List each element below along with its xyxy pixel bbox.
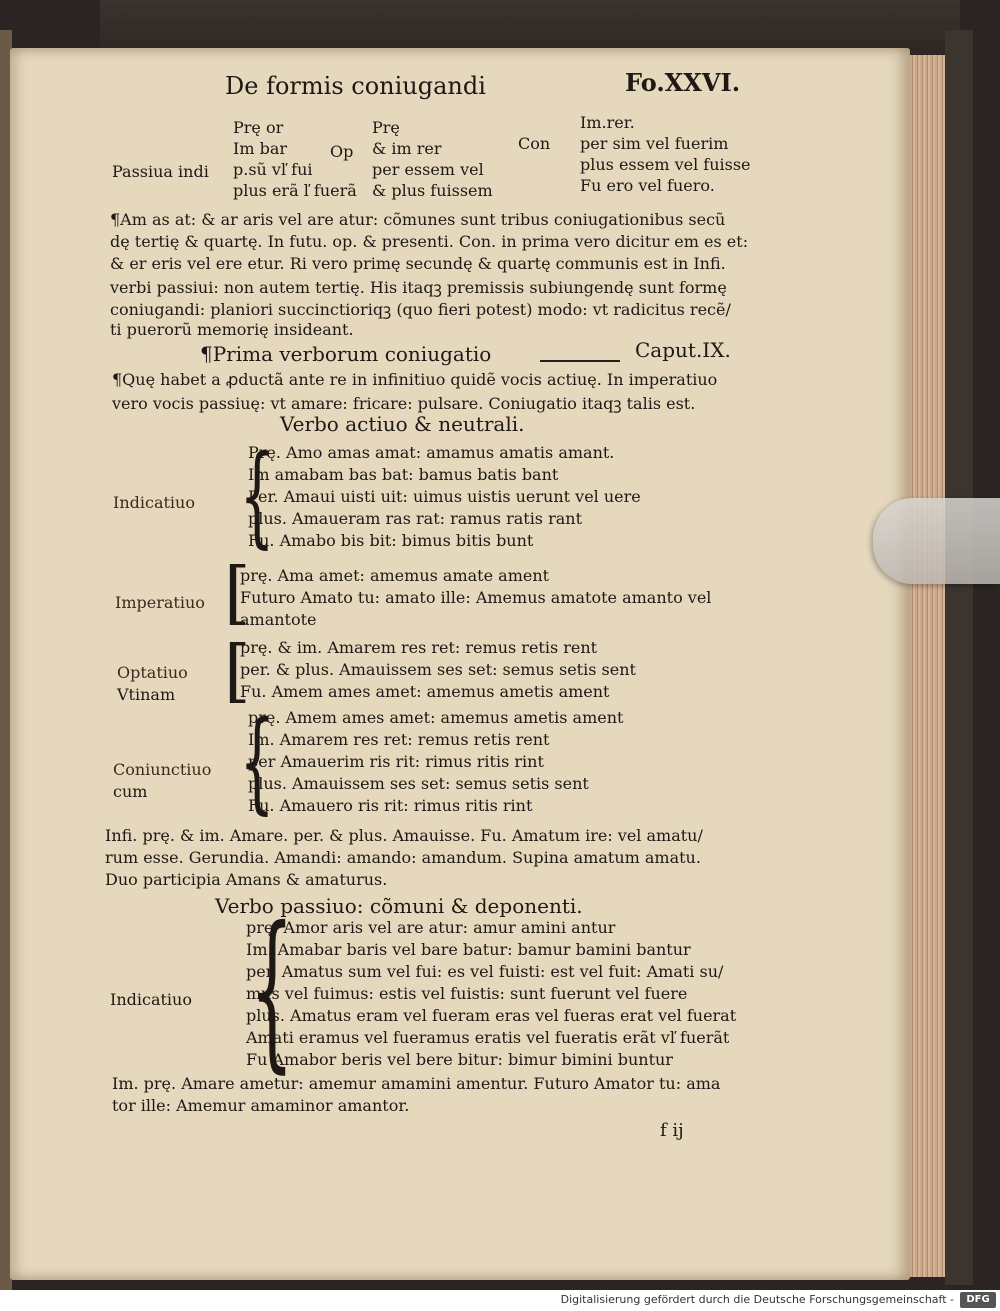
passiua-col3-line: Im.rer. — [580, 113, 635, 132]
passiua-col2-line: per essem vel — [372, 160, 484, 179]
passiua-col1-line: Im bar — [233, 139, 288, 158]
passiua-col2-line: & im rer — [372, 139, 442, 158]
intro-line: verbi passiui: non autem tertię. His itaqꝫ premissis subiungendę sunt formę — [110, 278, 727, 297]
page-edges — [905, 55, 947, 1277]
chapter-intro-line: ¶Quę habet a ꝓductã ante re in infinitiuo quidẽ vocis actiuę. In imperatiuo — [112, 370, 718, 389]
imperatiuo-bracket: [ — [224, 554, 251, 633]
coniunctiuo-line: prę. Amem ames amet: amemus ametis ament — [248, 708, 624, 727]
running-head-title: De formis coniugandi — [225, 72, 486, 100]
coniunctiuo-brace: { — [239, 697, 275, 825]
optatiuo-bracket: [ — [224, 632, 251, 711]
coniunctiuo-label-2: cum — [113, 782, 148, 801]
footer-bar — [0, 1290, 1000, 1311]
indicatiuo-passiuo-brace: { — [250, 891, 294, 1089]
coniunctiuo-label: Coniunctiuo — [113, 760, 212, 779]
optatiuo-line: prę. & im. Amarem res ret: remus retis rent — [240, 638, 598, 657]
intro-line: & er eris vel ere etur. Ri vero primę secundę & quartę communis est in Infi. — [110, 254, 726, 273]
chapter-intro-line: vero vocis passiuę: vt amare: fricare: pulsare. Coniugatio itaqꝫ talis est. — [112, 394, 696, 413]
infinitiuo-line: rum esse. Gerundia. Amandi: amando: amandum. Supina amatum amatu. — [105, 848, 701, 867]
imperatiuo-line: prę. Ama amet: amemus amate ament — [240, 566, 550, 585]
dfg-logo: DFG — [960, 1292, 996, 1308]
indicatiuo-passiuo-line: mus vel fuimus: estis vel fuistis: sunt fuerunt vel fuere — [246, 984, 688, 1003]
optatiuo-line: per. & plus. Amauissem ses set: semus setis sent — [240, 660, 636, 679]
intro-line: coniugandi: planiori succinctioriqꝫ (quo fieri potest) modo: vt radicitus recẽ/ — [110, 300, 731, 319]
indicatiuo-passiuo-line: prę. Amor aris vel are atur: amur amini antur — [246, 918, 616, 937]
intro-line: dę tertię & quartę. In futu. op. & presenti. Con. in prima vero dicitur em es et: — [110, 232, 749, 251]
coniunctiuo-line: Im. Amarem res ret: remus retis rent — [248, 730, 550, 749]
passiua-col3-line: Fu ero vel fuero. — [580, 176, 715, 195]
passiua-col1-line: p.sũ vľ fui — [233, 160, 313, 179]
indicatiuo-line: Prę. Amo amas amat: amamus amatis amant. — [248, 443, 615, 462]
indicatiuo-passiuo-line: Im. Amabar baris vel bare batur: bamur bamini bantur — [246, 940, 691, 959]
imperatiuo-passiuo-line: Im. prę. Amare ametur: amemur amamini amentur. Futuro Amator tu: ama — [112, 1074, 721, 1093]
indicatiuo-line: Im amabam bas bat: bamus batis bant — [248, 465, 559, 484]
passiua-col3-line: per sim vel fuerim — [580, 134, 729, 153]
passiua-col2-line: Prę — [372, 118, 400, 137]
chapter-number: Caput.IX. — [635, 338, 731, 362]
intro-line: ti puerorũ memorię insideant. — [110, 320, 354, 339]
imperatiuo-line: amantote — [240, 610, 317, 629]
intro-line: ¶Am as at: & ar aris vel are atur: cõmunes sunt tribus coniugationibus secũ — [110, 210, 726, 229]
optatiuo-line: Fu. Amem ames amet: amemus ametis ament — [240, 682, 610, 701]
infinitiuo-line: Infi. prę. & im. Amare. per. & plus. Amauisse. Fu. Amatum ire: vel amatu/ — [105, 826, 703, 845]
chapter-rule — [540, 360, 620, 362]
coniunctiuo-line: per Amauerim ris rit: rimus ritis rint — [248, 752, 544, 771]
chapter-title: ¶Prima verborum coniugatio — [200, 342, 492, 366]
indicatiuo-passiuo-line: plus. Amatus eram vel fueram eras vel fueras erat vel fuerat — [246, 1006, 737, 1025]
passiua-label: Passiua indi — [112, 162, 209, 181]
indicatiuo-passiuo-line: Fu Amabor beris vel bere bitur: bimur bimini buntur — [246, 1050, 673, 1069]
coniunctiuo-line: Fu. Amauero ris rit: rimus ritis rint — [248, 796, 533, 815]
indicatiuo-passiuo-line: Amati eramus vel fueramus eratis vel fueratis erãt vľ fuerãt — [246, 1028, 730, 1047]
funding-notice: Digitalisierung gefördert durch die Deutsche Forschungsgemeinschaft - — [560, 1293, 954, 1306]
imperatiuo-line: Futuro Amato tu: amato ille: Amemus amatote amanto vel — [240, 588, 712, 607]
passiua-col1-line: Prę or — [233, 118, 284, 137]
imperatiuo-passiuo-line: tor ille: Amemur amaminor amantor. — [112, 1096, 410, 1115]
indicatiuo-passiuo-line: per. Amatus sum vel fui: es vel fuisti: est vel fuit: Amati su/ — [246, 962, 724, 981]
passiua-con: Con — [518, 134, 551, 153]
indicatiuo-line: Per. Amaui uisti uit: uimus uistis uerunt vel uere — [248, 487, 641, 506]
indicatiuo-passiuo-label: Indicatiuo — [110, 990, 192, 1009]
coniunctiuo-line: plus. Amauissem ses set: semus setis sent — [248, 774, 589, 793]
infinitiuo-line: Duo participia Amans & amaturus. — [105, 870, 388, 889]
active-voice-heading: Verbo actiuo & neutrali. — [280, 412, 525, 436]
passive-voice-heading: Verbo passiuo: cõmuni & deponenti. — [215, 894, 583, 918]
indicatiuo-line: Fu. Amabo bis bit: bimus bitis bunt — [248, 531, 534, 550]
folio-number: Fo.XXVI. — [625, 68, 741, 97]
passiua-op: Op — [330, 142, 354, 161]
book-cover-right — [945, 30, 973, 1285]
indicatiuo-line: plus. Amaueram ras rat: ramus ratis rant — [248, 509, 583, 528]
page-clip — [873, 498, 1000, 584]
indicatiuo-brace: { — [239, 431, 275, 559]
indicatiuo-label: Indicatiuo — [113, 493, 195, 512]
passiua-col2-line: & plus fuissem — [372, 181, 493, 200]
optatiuo-label: Optatiuo — [117, 663, 188, 682]
imperatiuo-label: Imperatiuo — [115, 593, 205, 612]
passiua-col1-line: plus erã ľ fuerã — [233, 181, 357, 200]
optatiuo-label-2: Vtinam — [117, 685, 176, 704]
passiua-col3-line: plus essem vel fuisse — [580, 155, 751, 174]
signature-mark: f ij — [660, 1120, 684, 1141]
